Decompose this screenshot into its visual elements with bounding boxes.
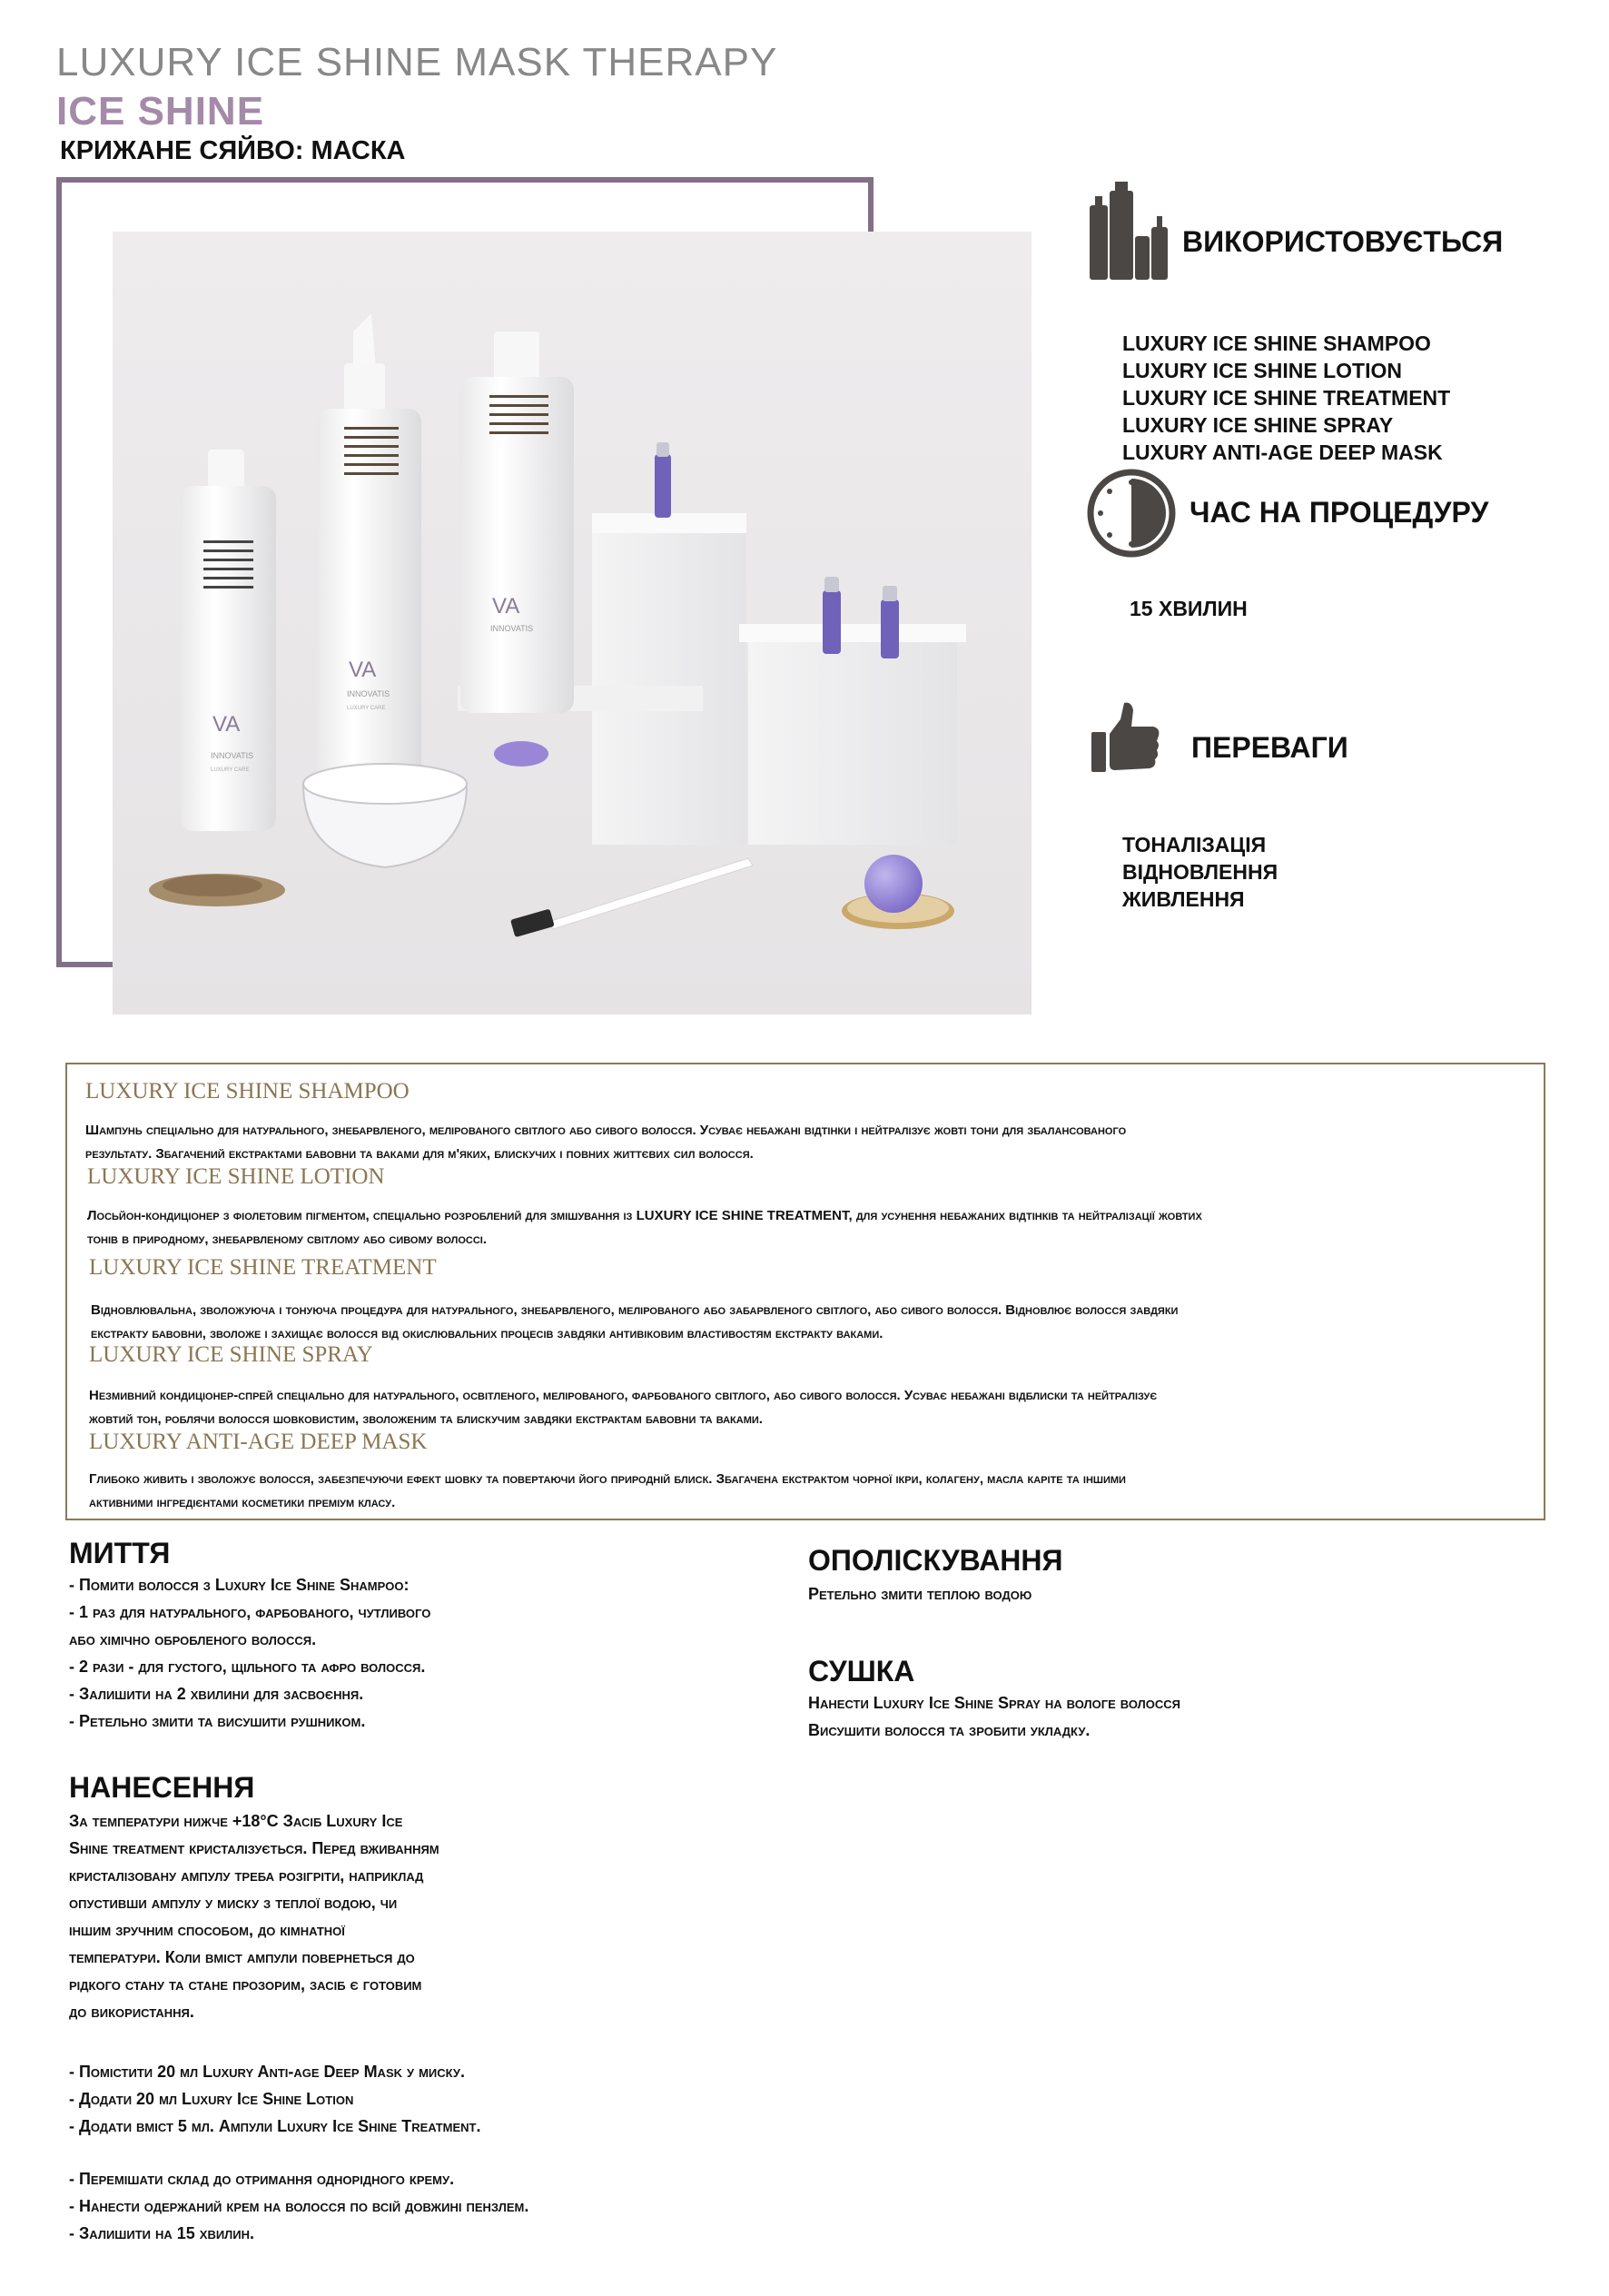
application-step: - Перемішати склад до отримання однорідного крему.: [69, 2170, 455, 2188]
washing-step: - Залишити на 2 хвилини для засвоєння.: [69, 1685, 364, 1703]
application-paragraph: [69, 1807, 439, 2025]
bottles-icon: [1088, 180, 1171, 282]
used-item: LUXURY ICE SHINE LOTION: [1122, 359, 1402, 382]
application-line: температури. Коли вміст ампули повернеться до: [69, 1948, 415, 1966]
benefits-heading: ПЕРЕВАГИ: [1191, 731, 1348, 764]
benefits-list: [1122, 831, 1278, 913]
application-line: до використання.: [69, 2003, 194, 2021]
product-photo: [113, 232, 1032, 1014]
drying-step: Нанести Luxury Ice Shine Spray на вологе волосся: [808, 1694, 1180, 1712]
product-description: [87, 1204, 1449, 1252]
product-description: [89, 1468, 1451, 1515]
washing-heading: МИТТЯ: [69, 1537, 171, 1569]
product-description-line: результату. Збагачений екстрактами бавовни та ваками для м'яких, блискучих і повних життєвих сил волосся.: [85, 1146, 754, 1162]
thumbs-icon-wrap: [1090, 699, 1162, 774]
benefit-item: ЖИВЛЕННЯ: [1122, 887, 1245, 911]
rinsing-heading: ОПОЛІСКУВАННЯ: [808, 1544, 1063, 1577]
product-title: LUXURY ICE SHINE TREATMENT: [89, 1255, 437, 1280]
used-item: LUXURY ICE SHINE SPRAY: [1122, 413, 1394, 437]
application-line: Shine treatment кристалізується. Перед вживанням: [69, 1839, 439, 1857]
washing-steps: [69, 1571, 430, 1735]
bottle-brand: INNOVATIS: [490, 624, 534, 633]
washing-step: - Ретельно змити та висушити рушником.: [69, 1712, 366, 1730]
thumbs-up-icon: [1090, 699, 1162, 774]
application-heading: НАНЕСЕННЯ: [69, 1771, 255, 1804]
drying-heading: СУШКА: [808, 1655, 915, 1687]
product-description-line: тонів в природному, знебарвленому світлому або сивому волоссі.: [87, 1232, 487, 1247]
time-heading: ЧАС НА ПРОЦЕДУРУ: [1189, 496, 1489, 529]
bottle-monogram: VA: [492, 594, 520, 619]
rinsing-step: Ретельно змити теплою водою: [808, 1585, 1032, 1603]
washing-step: - Помити волосся з Luxury Ice Shine Shampoo:: [69, 1576, 410, 1594]
used-heading: ВИКОРИСТОВУЄТЬСЯ: [1182, 225, 1504, 258]
product-description-line: активними інгредієнтами косметики преміум класу.: [89, 1495, 396, 1510]
used-icon-wrap: [1088, 180, 1171, 282]
used-item: LUXURY ICE SHINE SHAMPOO: [1122, 332, 1431, 355]
bottle-monogram: VA: [212, 712, 241, 737]
application-line: іншим зручним способом, до кімнатної: [69, 1921, 345, 1939]
product-description-line: Незмивний кондиціонер-спрей спеціально для натурального, освітленого, мелірованого, фарбованого світлого, або сивого волосся. Усуває небажані відблиски та нейтралізує: [89, 1388, 1158, 1403]
application-step: - Додати вміст 5 мл. Ампули Luxury Ice Shine Treatment.: [69, 2117, 481, 2135]
application-line: рідкого стану та стане прозорим, засіб є готовим: [69, 1975, 422, 1994]
application-steps-1: [69, 2058, 480, 2140]
bottle-brand: INNOVATIS: [347, 689, 390, 698]
clock-icon: [1086, 468, 1177, 559]
product-description-line: Лосьйон-кондиціонер з фіолетовим пігментом, спеціально розроблений для змішування із LUXURY ICE SHINE TREATMENT, для усунення небажаних відтінків та нейтралізації жовтих: [87, 1208, 1202, 1223]
bottle-brand: INNOVATIS: [211, 751, 254, 760]
product-description: [91, 1299, 1453, 1346]
product-title: LUXURY ICE SHINE LOTION: [87, 1164, 385, 1189]
product-title: LUXURY ICE SHINE SHAMPOO: [85, 1079, 410, 1103]
product-description-line: Відновлювальна, зволожуюча і тонуюча процедура для натурального, знебарвленого, мелірованого або забарвленого світлого, або сивого волосся. Відновлює волосся завдяки: [91, 1302, 1179, 1318]
washing-step: або хімічно обробленого волосся.: [69, 1630, 317, 1648]
clock-icon-wrap: [1086, 468, 1177, 559]
bottle-line: LUXURY CARE: [347, 706, 386, 711]
used-item: LUXURY ICE SHINE TREATMENT: [1122, 386, 1451, 410]
bottle-line: LUXURY CARE: [211, 767, 250, 773]
product-description-line: Шампунь спеціально для натурального, знебарвленого, мелірованого світлого або сивого волосся. Усуває небажані відтінки і нейтралізує жовті тони для збалансованого: [85, 1123, 1127, 1138]
drying-step: Висушити волосся та зробити укладку.: [808, 1721, 1091, 1739]
drying-steps: [808, 1689, 1180, 1744]
page-title-ua: КРИЖАНЕ СЯЙВО: МАСКА: [60, 136, 406, 165]
application-step: - Залишити на 15 хвилин.: [69, 2224, 255, 2242]
application-line: кристалізовану ампулу треба розігріти, наприклад: [69, 1866, 424, 1885]
application-line: опустивши ампулу у миску з теплої водою, чи: [69, 1894, 398, 1912]
application-steps-2: [69, 2165, 528, 2247]
product-description: [85, 1119, 1447, 1166]
product-description: [89, 1384, 1451, 1431]
benefit-item: ВІДНОВЛЕННЯ: [1122, 860, 1278, 884]
product-description-line: Глибоко живить і зволожує волосся, забезпечуючи ефект шовку та повертаючи його природній блиск. Збагачена екстрактом чорної ікри, колагену, масла каріте та іншими: [89, 1471, 1126, 1487]
benefit-item: ТОНАЛІЗАЦІЯ: [1122, 833, 1267, 856]
product-description-line: жовтий тон, роблячи волосся шовковистим, зволоженим та блискучим завдяки екстрактам бавовни та ваками.: [89, 1411, 763, 1427]
product-description-line: екстракту бавовни, зволоже і захищає волосся від окислювальних процесів завдяки антивіковим властивостям екстракту ваками.: [91, 1326, 883, 1341]
used-item: LUXURY ANTI-AGE DEEP MASK: [1122, 440, 1443, 464]
application-step: - Нанести одержаний крем на волосся по всій довжині пензлем.: [69, 2197, 529, 2215]
product-title: LUXURY ANTI-AGE DEEP MASK: [89, 1430, 428, 1454]
page-title: LUXURY ICE SHINE MASK THERAPY: [56, 40, 778, 84]
washing-step: - 1 раз для натурального, фарбованого, чутливого: [69, 1603, 431, 1621]
application-line: За температури нижче +18°С Засіб Luxury Ice: [69, 1812, 403, 1830]
application-step: - Помістити 20 мл Luxury Anti-age Deep Mask у миску.: [69, 2063, 466, 2081]
time-value: 15 ХВИЛИН: [1130, 597, 1248, 620]
application-step: - Додати 20 мл Luxury Ice Shine Lotion: [69, 2090, 354, 2108]
bottle-monogram: VA: [349, 658, 377, 682]
page-subtitle: ICE SHINE: [56, 89, 265, 134]
washing-step: - 2 рази - для густого, щільного та афро волосся.: [69, 1658, 426, 1676]
product-descriptions: [65, 1063, 1545, 1520]
product-title: LUXURY ICE SHINE SPRAY: [89, 1342, 373, 1367]
rinsing-steps: [808, 1580, 1032, 1608]
used-list: [1122, 330, 1450, 466]
